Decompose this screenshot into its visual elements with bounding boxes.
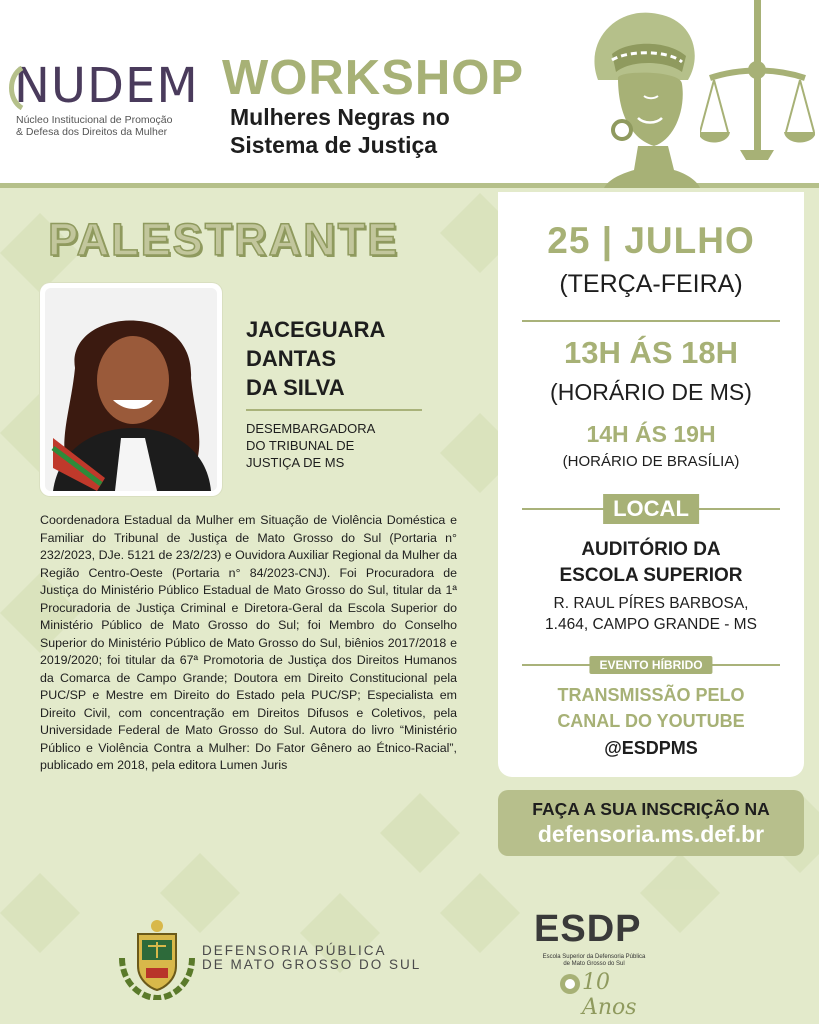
venue-address: [498, 593, 804, 635]
header: [0, 0, 819, 188]
registration-box: [498, 790, 804, 856]
speaker-name: [246, 315, 426, 402]
esdp-seal-icon: [558, 972, 582, 996]
nudem-logo: [14, 58, 199, 138]
nudem-subtitle: [16, 114, 199, 138]
esdp-logo: [534, 908, 654, 1020]
event-weekday: (TERÇA-FEIRA): [559, 270, 743, 298]
defensoria-name: [202, 944, 421, 972]
speaker-photo: [40, 283, 222, 496]
time-ms-note: (HORÁRIO DE MS): [550, 379, 752, 405]
nudem-subtitle-line1: Núcleo Institucional de Promoção: [16, 114, 173, 126]
address-line1: R. RAUL PÍRES BARBOSA,: [553, 595, 749, 612]
time-brasilia: 14H ÁS 19H: [586, 421, 716, 447]
esdp-subtitle: [534, 954, 654, 968]
workshop-title: WORKSHOP: [222, 51, 524, 105]
time-brasilia-note: (HORÁRIO DE BRASÍLIA): [562, 453, 740, 470]
nudem-title: NUDEM: [14, 58, 199, 114]
workshop-subtitle: [230, 103, 520, 159]
speaker-role: [246, 420, 416, 471]
hybrid-event-badge: EVENTO HÍBRIDO: [589, 656, 712, 674]
speaker-role-line2: DO TRIBUNAL DE: [246, 438, 355, 453]
speaker-divider: [246, 409, 422, 411]
defensoria-line2: DE MATO GROSSO DO SUL: [202, 957, 422, 972]
event-info-card: [498, 192, 804, 777]
scales-of-justice-icon: [700, 0, 815, 160]
speaker-role-line3: JUSTIÇA DE MS: [246, 455, 345, 470]
nudem-subtitle-line2: & Defesa dos Direitos da Mulher: [16, 126, 168, 138]
speaker-name-line1: JACEGUARA: [246, 317, 386, 342]
stream-info: [498, 682, 804, 734]
venue-line1: AUDITÓRIO DA: [581, 539, 721, 560]
speaker-portrait-icon: [45, 288, 217, 491]
speaker-name-line2: DANTAS: [246, 346, 337, 371]
hybrid-badge-row: [522, 650, 780, 680]
esdp-wordmark: ESDP: [534, 908, 642, 950]
registration-label: FAÇA A SUA INSCRIÇÃO NA: [532, 799, 770, 819]
workshop-subtitle-line2: Sistema de Justiça: [230, 132, 438, 158]
speaker-role-line1: DESEMBARGADORA: [246, 421, 376, 436]
speaker-name-line3: DA SILVA: [246, 375, 345, 400]
venue-name: [498, 537, 804, 589]
stream-line1: TRANSMISSÃO PELO: [557, 685, 745, 705]
woman-illustration-icon: [578, 0, 708, 188]
esdp-subtitle-line2: de Mato Grosso do Sul: [563, 961, 625, 967]
section-label-palestrante: PALESTRANTE: [48, 214, 400, 265]
esdp-subtitle-line1: Escola Superior da Defensoria Pública: [542, 954, 646, 960]
youtube-handle[interactable]: @ESDPMS: [604, 738, 698, 758]
divider: [522, 320, 780, 322]
workshop-subtitle-line1: Mulheres Negras no: [230, 104, 450, 130]
defensoria-seal-icon: [112, 914, 202, 1000]
nudem-arc-icon: [2, 66, 26, 110]
address-line2: 1.464, CAMPO GRANDE - MS: [545, 616, 757, 633]
local-badge: LOCAL: [603, 494, 699, 524]
event-date: 25 | JULHO: [547, 220, 755, 261]
time-ms: 13H ÁS 18H: [563, 335, 739, 370]
esdp-anniversary: 10 Anos: [582, 970, 637, 1020]
stream-line2: CANAL DO YOUTUBE: [557, 711, 745, 731]
defensoria-line1: DEFENSORIA PÚBLICA: [202, 943, 387, 958]
registration-url[interactable]: defensoria.ms.def.br: [537, 821, 765, 847]
speaker-bio: Coordenadora Estadual da Mulher em Situação de Violência Doméstica e Familiar do Tribunal de Justiça de Mato Grosso do Sul (Portaria n° 232/2023, DJe. 5121 de 23/2/23) e Ouvidora Auxiliar Regional da Mulher da Região Centro-Oeste (Portaria n° 84/2023-CNJ). Foi Procuradora de Justiça do Ministério Público Estadual de Mato Grosso do Sul, titular da 1ª Procuradoria de Justiça Criminal e Diretora-Geral da Escola Superior do Ministério Público de Mato Grosso do Sul; foi Membro do Conselho Superior do Ministério Público de Mato Grosso do Sul, biênios 2017/2018 e 2019/2020; foi titular da 67ª Promotoria de Justiça dos Direitos Humanos da Comarca de Campo Grande; Doutora em Direito Constitucional pela PUC/SP e Mestre em Direito do Estado pela PUC/SP; Especialista em Direito Civil, com concentração em Direitos Difusos e Coletivos, pela Universidade Federal de Mato Grosso do Sul. Autora do livro “Ministério Público e Violência Contra a Mulher: Do Fator Gênero ao Étnico-Racial”, publicado em 2018, pela editora Lumen Juris: [40, 513, 457, 772]
venue-line2: ESCOLA SUPERIOR: [559, 565, 743, 586]
local-badge-row: [522, 494, 780, 524]
